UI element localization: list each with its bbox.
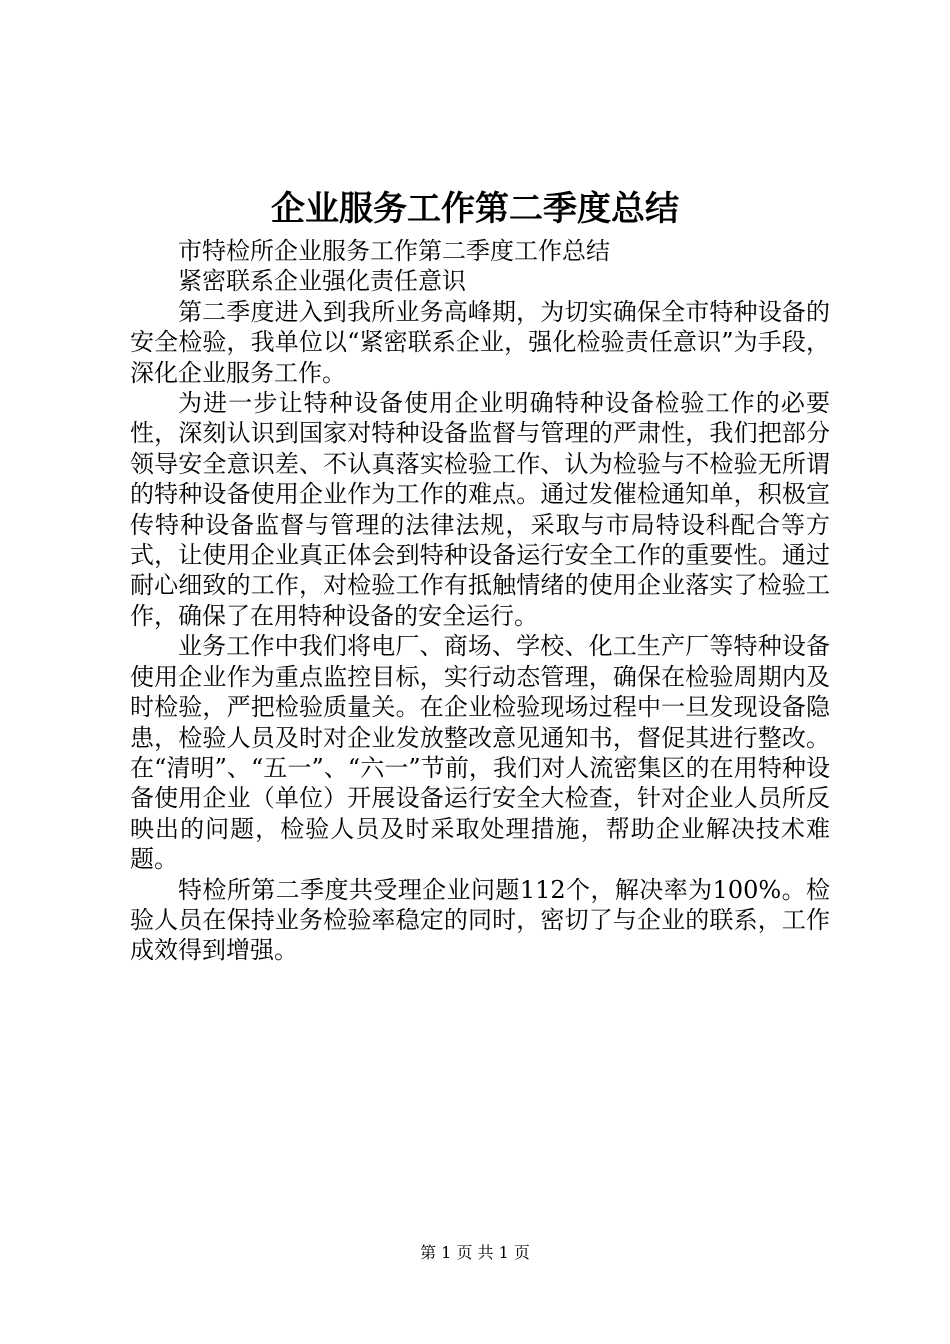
paragraph-subtitle: 市特检所企业服务工作第二季度工作总结: [178, 237, 610, 265]
paragraph-heading: 紧密联系企业强化责任意识: [178, 267, 466, 296]
paragraph-body-2: 业务工作中我们将电厂、商场、学校、化工生产厂等特种设备使用企业作为重点监控目标，实行动态管理，确保在检验周期内及时检验，严把检验质量关。在企业检验现场过程中一旦发现设备隐患，检验人员及时对企业发放整改意见通知书，督促其进行整改。在“清明”、“五一”、“六一”节前，我们对人流密集区的在用特种设备使用企业（单位）开展设备运行安全大检查，针对企业人员所反映出的问题，检验人员及时采取处理措施，帮助企业解决技术难题。: [130, 632, 830, 874]
document-body: [130, 236, 830, 966]
paragraph-intro: 第二季度进入到我所业务高峰期，为切实确保全市特种设备的安全检验，我单位以“紧密联系企业，强化检验责任意识”为手段，深化企业服务工作。: [130, 297, 830, 387]
document-title: 企业服务工作第二季度总结: [271, 189, 679, 229]
paragraph-summary: 特检所第二季度共受理企业问题112个，解决率为100%。检验人员在保持业务检验率稳定的同时，密切了与企业的联系，工作成效得到增强。: [130, 875, 830, 965]
page-footer: 第 1 页 共 1 页: [420, 1243, 530, 1262]
paragraph-body-1: 为进一步让特种设备使用企业明确特种设备检验工作的必要性，深刻认识到国家对特种设备监督与管理的严肃性，我们把部分领导安全意识差、不认真落实检验工作、认为检验与不检验无所谓的特种设备使用企业作为工作的难点。通过发催检通知单，积极宣传特种设备监督与管理的法律法规，采取与市局特设科配合等方式，让使用企业真正体会到特种设备运行安全工作的重要性。通过耐心细致的工作，对检验工作有抵触情绪的使用企业落实了检验工作，确保了在用特种设备的安全运行。: [130, 389, 830, 630]
